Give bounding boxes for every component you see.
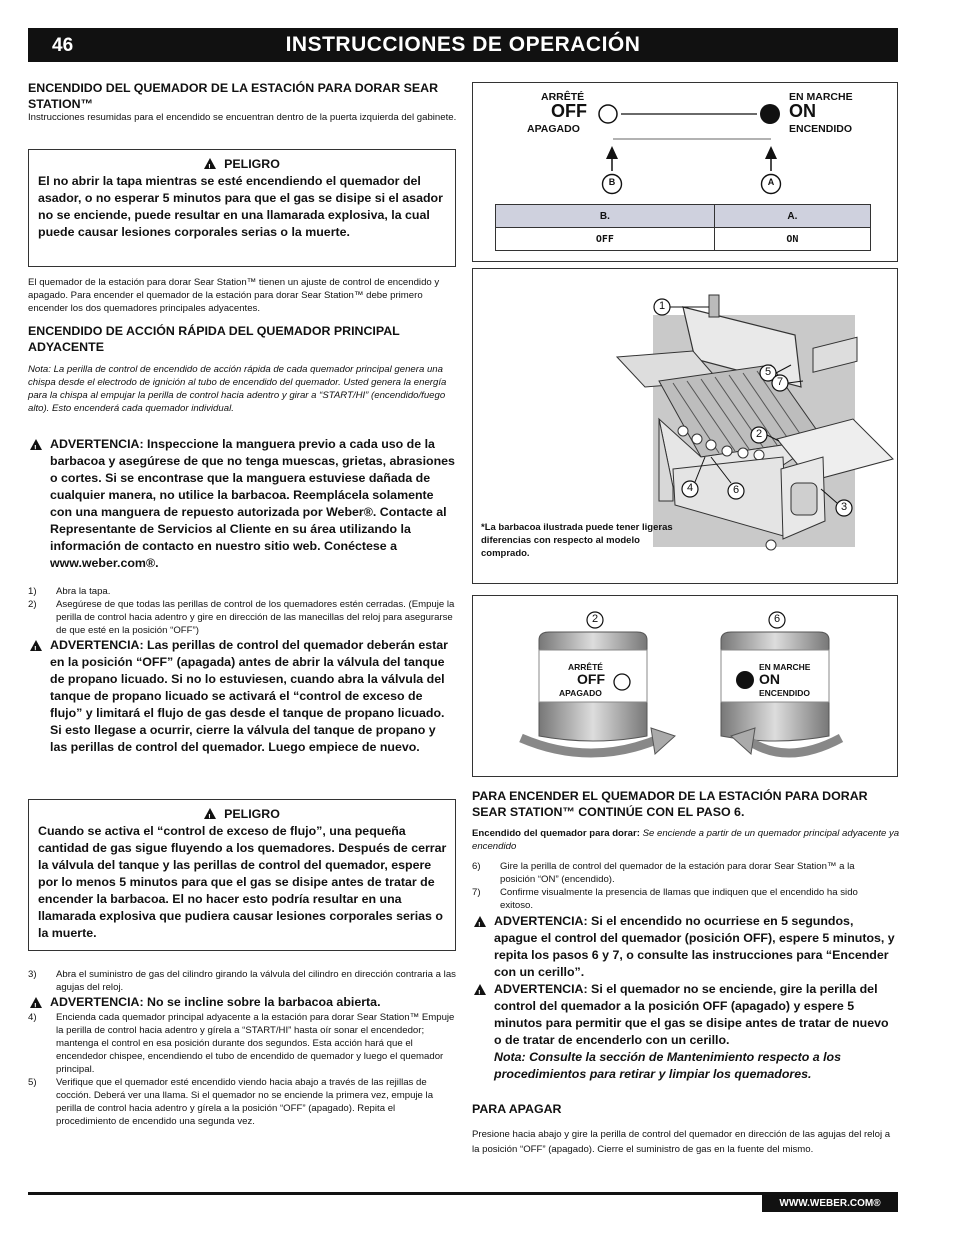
paragraph-sear-intro: El quemador de la estación para dorar Sear Station™ tienen un ajuste de control de encendido y apagado. Para encender el quemador de la estación para dorar Sear Station™ debe primero encender los dos quemadores principales adyacentes.	[28, 277, 440, 314]
callout-6: 6	[732, 484, 740, 496]
warning-burner-text: ADVERTENCIA: Si el quemador no se enciende, gire la perilla del control del quemador a la posición OFF (apagado) y espere 5 minutos para permitir que el gas se disipe antes de tratar de nuevo o de tratar de encenderlo con un cerillo.	[494, 982, 889, 1047]
off-label-fr: ARRÊTÉ	[541, 91, 585, 103]
callout-5: 5	[764, 366, 772, 378]
page-number: 46	[52, 35, 74, 56]
right-on-indicator-icon	[736, 671, 754, 689]
off-indicator-icon	[599, 105, 617, 123]
danger-box-1	[28, 149, 456, 267]
callout-3: 3	[840, 501, 848, 513]
step-number: 5)	[28, 1077, 37, 1088]
warning-hose	[28, 436, 456, 572]
warning-triangle-icon	[30, 439, 42, 450]
turn-off-text: Presione hacia abajo y gire la perilla de control del quemador en dirección de las agujas del reloj a la posición “OFF” (apagado). Cierre el suministro de gas en la fuente del mismo.	[472, 1129, 891, 1155]
warning-triangle-icon	[474, 916, 486, 927]
callout-b-label: B	[608, 177, 616, 187]
danger-title: PELIGRO	[224, 807, 280, 821]
step-text: Confirme visualmente la presencia de llamas que indiquen que el encendido ha sido exitoso.	[500, 887, 858, 911]
list-item	[28, 585, 458, 598]
step-text: Abra el suministro de gas del cilindro girando la válvula del cilindro en dirección contraria a las agujas del reloj.	[56, 969, 456, 993]
propane-tank	[791, 483, 817, 515]
danger-title: PELIGRO	[224, 157, 280, 171]
callout-2: 2	[755, 428, 763, 440]
page-title: INSTRUCCIONES DE OPERACIÓN	[285, 33, 641, 56]
warning-lean-text: ADVERTENCIA: No se incline sobre la barbacoa abierta.	[50, 995, 381, 1009]
diagram-knob-positions	[472, 82, 898, 262]
step-text: Encienda cada quemador principal adyacente a la estación para dorar Sear Station™ Empuje la perilla de control hacia adentro y gírela a “START/HI” hasta oír sonar el encendedor; mantenga el control en esa posición durante dos segundos. Esta acción hará que el encendedor chispee, encendiendo el tubo de encendido de quemador y luego el quemador principal.	[56, 1012, 455, 1075]
steps-list-b	[28, 1011, 458, 1128]
knob-turning-svg	[473, 596, 897, 776]
warning-burner-not-lit	[472, 981, 898, 1083]
page-header	[28, 28, 898, 62]
wheel	[766, 540, 776, 550]
callout-4: 4	[686, 482, 694, 494]
callout-1: 1	[658, 300, 666, 312]
on-label-fr: EN MARCHE	[789, 91, 853, 103]
step-number: 4)	[28, 1012, 37, 1023]
off-label: OFF	[551, 101, 587, 121]
table-header-a: A.	[714, 205, 870, 228]
warning-hose-text: ADVERTENCIA: Inspeccione la manguera previo a cada uso de la barbacoa y asegúrese de que no tenga muescas, grietas, abrasiones o cortes. Si se encontrase que la manguera estuviese dañada de cualquier manera, no utilice la barbacoa. Reemplácela solamente con una manguera de repuesto autorizada por Weber®. Contacte al Representante de Servicios al Cliente en su área utilizando la información de contacto en nuestro sitio web. Conéctese a www.weber.com®.	[50, 437, 455, 570]
step-number: 6)	[472, 861, 481, 872]
ignition-text: Se enciende a partir de un quemador principal adyacente ya encendido	[472, 828, 900, 852]
quick-ignition-note: Nota: La perilla de control de encendido de acción rápida de cada quemador principal genera una chispa desde el electrodo de ignición al tubo de encendido del quemador. Usted genera la energía para la chispa al empujar la perilla de control hacia adentro y girar a “START/HI” (encendido/fuego alto). Esto encenderá cada quemador individual.	[28, 364, 447, 414]
warning-triangle-icon	[30, 997, 42, 1008]
section-title-sear: ENCENDIDO DEL QUEMADOR DE LA ESTACIÓN PARA DORAR SEAR STATION™	[28, 81, 439, 111]
callout-7: 7	[776, 376, 784, 388]
table-cell-b: OFF	[496, 228, 715, 251]
list-item	[28, 598, 458, 637]
right-knob-es: ENCENDIDO	[759, 688, 811, 698]
off-label-es: APAGADO	[527, 123, 580, 135]
step-number: 3)	[28, 969, 37, 980]
section-intro: Instrucciones resumidas para el encendido se encuentran dentro de la puerta izquierda del gabinete.	[28, 112, 457, 123]
warning-no-ignition-text: ADVERTENCIA: Si el encendido no ocurriese en 5 segundos, apague el control del quemador (posición OFF), espere 5 minutos, y repita los pasos 6 y 7, o consulte las instrucciones para “Encender con un cerillo”.	[494, 914, 895, 979]
table-cell-a: ON	[714, 228, 870, 251]
table-header-b: B.	[496, 205, 715, 228]
list-item	[472, 886, 892, 912]
ignition-line	[472, 827, 900, 853]
steps-list-right	[472, 860, 892, 912]
callout-6-label: 6	[773, 613, 781, 625]
section-title-turn-off: PARA APAGAR	[472, 1102, 562, 1116]
step-number: 2)	[28, 599, 37, 610]
arrow-b-icon	[606, 146, 618, 159]
danger-text: El no abrir la tapa mientras se esté encendiendo el quemador del asador, o no esperar 5 minutos para que el gas se disipe si el asador no se enciende, puede resultar en una llamarada explosiva, la cual puede causar lesiones corporales serias o la muerte.	[38, 174, 443, 239]
danger-text: Cuando se activa el “control de exceso de flujo”, una pequeña cantidad de gas sigue fluyendo a los quemadores. Después de cerrar la válvula del tanque y las perillas de control del quemador, espere por lo menos 5 minutos para que el gas se disipe antes de tratar de encender la barbacoa. El no hacer esto podría resultar en una llamarada explosiva que pudiera causar lesiones corporales serias o la muerte.	[38, 824, 447, 940]
diagram-grill	[472, 268, 898, 584]
warning-knobs-text: ADVERTENCIA: Las perillas de control del quemador deberán estar en la posición “OFF” (apagada) antes de abrir la válvula del tanque de propano licuado. Si no lo estuviesen, cuando abra la válvula del tanque de propano licuado se activará el “control de exceso de flujo” y limitará el flujo de gas desde el tanque de propano licuado. Si esto llegase a ocurrir, cierre la válvula del tanque de propano y las perillas de control del quemador. Luego empiece de nuevo.	[50, 638, 448, 754]
section-title-quick-ignition: ENCENDIDO DE ACCIÓN RÁPIDA DEL QUEMADOR PRINCIPAL ADYACENTE	[28, 324, 400, 354]
step-text: Abra la tapa.	[56, 586, 111, 597]
list-item	[28, 968, 458, 994]
steps-list-a	[28, 585, 458, 637]
step-text: Verifique que el quemador esté encendido viendo hacia abajo a través de las rejillas de cocción. Deberá ver una llama. Si el quemador no se enciende la primera vez, empuje la perilla de control hacia adentro y gírela a la posición “OFF” (apagado). Repita el procedimiento de encendido una segunda vez.	[56, 1077, 434, 1127]
list-item	[472, 860, 892, 886]
step-text: Asegúrese de que todas las perillas de control de los quemadores estén cerradas. (Empuje la perilla de control hacia adentro y gire en dirección de las manecillas del reloj para asegurarse de que esté en la posición “OFF”)	[56, 599, 455, 636]
lid-handle	[709, 295, 719, 317]
callout-2-label: 2	[591, 613, 599, 625]
left-knob-es: APAGADO	[559, 688, 602, 698]
warning-triangle-icon	[30, 640, 42, 651]
steps-list-3	[28, 968, 458, 994]
step-number: 1)	[28, 586, 37, 597]
knob-position-table	[495, 204, 871, 251]
left-knob-fr: ARRÊTÉ	[568, 662, 603, 672]
step-text: Gire la perilla de control del quemador de la estación para dorar Sear Station™ a la posición “ON” (encendido).	[500, 861, 855, 885]
warning-control-knobs	[28, 637, 456, 756]
list-item	[28, 1076, 458, 1128]
warning-burner-note: Nota: Consulte la sección de Mantenimiento respecto a los procedimientos para retirar y limpiar los quemadores.	[494, 1050, 842, 1081]
warning-triangle-icon	[474, 984, 486, 995]
left-arrow-head-icon	[651, 728, 675, 754]
footer-url: WWW.WEBER.COM®	[762, 1195, 898, 1212]
left-off-indicator-icon	[614, 674, 630, 690]
danger-box-2	[28, 799, 456, 951]
warning-lean	[28, 994, 456, 1011]
callout-a-label: A	[767, 177, 775, 187]
diagram-knob-turning	[472, 595, 898, 777]
on-indicator-icon	[760, 104, 780, 124]
right-knob-on: ON	[759, 671, 780, 687]
right-knob-fr: EN MARCHE	[759, 662, 811, 672]
warning-no-ignition	[472, 913, 898, 981]
arrow-a-icon	[765, 146, 777, 159]
step-number: 7)	[472, 887, 481, 898]
warning-triangle-icon	[204, 158, 216, 169]
section-title-continue: PARA ENCENDER EL QUEMADOR DE LA ESTACIÓN PARA DORAR SEAR STATION™ CONTINÚE CON EL PASO 6.	[472, 789, 868, 819]
warning-triangle-icon	[204, 808, 216, 819]
grill-caption: *La barbacoa ilustrada puede tener ligeras diferencias con respecto al modelo comprado.	[481, 522, 673, 559]
ignition-label: Encendido del quemador para dorar:	[472, 828, 640, 839]
left-knob-off: OFF	[577, 671, 605, 687]
list-item	[28, 1011, 458, 1076]
on-label: ON	[789, 101, 816, 121]
on-label-es: ENCENDIDO	[789, 123, 853, 135]
